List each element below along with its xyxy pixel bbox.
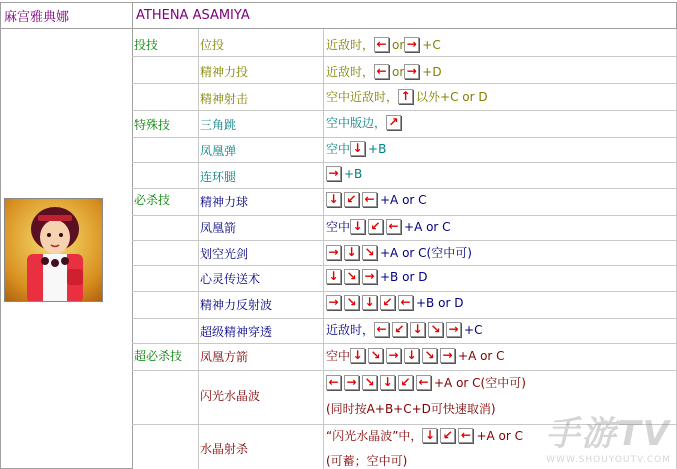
arrow-down-right-icon: ↘: [344, 269, 359, 284]
athena-portrait-image: [5, 199, 103, 302]
move-cmd-10: [326, 295, 463, 310]
arrow-down-right-icon: ↘: [362, 375, 377, 390]
move-cmd-11: [326, 321, 482, 338]
move-name-14: 水晶射杀: [200, 442, 249, 456]
move-cmd-6: [326, 192, 427, 207]
move-cmd-9: [326, 269, 427, 284]
character-name-cn-text: 麻宫雅典娜: [4, 10, 70, 25]
arrow-down-left-icon: ↙: [368, 219, 383, 234]
move-cmd-4: [326, 140, 386, 157]
cmd-prefix: “闪光水晶波”中，: [326, 429, 423, 443]
move-cmd-7: [326, 218, 451, 235]
character-name-en-text: ATHENA ASAMIYA: [136, 8, 250, 23]
arrow-right-icon: →: [386, 348, 401, 363]
arrow-down-right-icon: ↘: [344, 295, 359, 310]
move-cmd-13: [326, 374, 526, 391]
arrow-down-left-icon: ↙: [380, 295, 395, 310]
move-cmd-8: [326, 244, 472, 261]
cmd-button: +A or C(空中可): [434, 376, 526, 390]
cmd-button: +B or D: [380, 269, 428, 284]
move-cmd-3: [326, 114, 404, 131]
move-name-7: 凤凰箭: [200, 221, 237, 235]
arrow-down-left-icon: ↙: [440, 428, 455, 443]
arrow-up-right-icon: ↗: [386, 115, 401, 130]
arrow-down-icon: ↓: [404, 348, 419, 363]
arrow-left-icon: ←: [398, 295, 413, 310]
cmd-or: or: [392, 64, 405, 79]
arrow-right-icon: →: [440, 348, 455, 363]
arrow-right-icon: →: [326, 295, 341, 310]
cmd-prefix: 空中版边，: [326, 116, 387, 130]
arrow-down-icon: ↓: [326, 192, 341, 207]
arrow-left-icon: ←: [374, 37, 389, 52]
category-desperation: 必杀技: [134, 193, 171, 207]
move-cmd-2: [326, 88, 488, 105]
arrow-down-icon: ↓: [350, 141, 365, 156]
cmd-prefix: 空中: [326, 220, 351, 234]
cmd-button: +C: [464, 322, 483, 337]
arrow-down-icon: ↓: [380, 375, 395, 390]
move-name-10: 精神力反射波: [200, 298, 273, 312]
cmd-prefix: 近敌时，: [326, 38, 375, 52]
arrow-right-icon: →: [344, 375, 359, 390]
cmd-or: or: [392, 37, 405, 52]
arrow-down-right-icon: ↘: [428, 322, 443, 337]
category-special: 特殊技: [134, 118, 171, 132]
move-name-12: 凤凰方箭: [200, 350, 249, 364]
cmd-button: +D: [422, 64, 442, 79]
move-cmd-5: [326, 166, 362, 181]
arrow-left-icon: ←: [374, 64, 389, 79]
arrow-left-icon: ←: [326, 375, 341, 390]
move-name-1: 精神力投: [200, 65, 249, 79]
cmd-prefix: 空中: [326, 349, 351, 363]
cmd-prefix: 空中近敌时，: [326, 90, 399, 104]
arrow-down-icon: ↓: [326, 269, 341, 284]
move-cmd-0: [326, 36, 441, 53]
arrow-down-icon: ↓: [350, 348, 365, 363]
athena-portrait: [4, 198, 103, 302]
arrow-down-icon: ↓: [344, 245, 359, 260]
arrow-right-icon: →: [446, 322, 461, 337]
category-throws: 投技: [134, 38, 159, 52]
arrow-down-icon: ↓: [410, 322, 425, 337]
move-note-14: (可蓄；空中可): [326, 454, 408, 468]
arrow-down-icon: ↓: [422, 428, 437, 443]
cmd-button: +A or C: [458, 348, 505, 363]
arrow-left-icon: ←: [386, 219, 401, 234]
move-cmd-12: [326, 347, 505, 364]
arrow-right-icon: →: [326, 166, 341, 181]
cmd-button: +A or C(空中可): [380, 246, 472, 260]
cmd-button: +B: [368, 141, 387, 156]
arrow-down-left-icon: ↙: [398, 375, 413, 390]
move-cmd-1: [326, 63, 442, 80]
cmd-button: 以外+C or D: [416, 90, 488, 104]
arrow-left-icon: ←: [374, 322, 389, 337]
cmd-button: +A or C: [404, 219, 451, 234]
move-note-13: (同时按A+B+C+D可快速取消): [326, 402, 496, 416]
move-name-0: 位投: [200, 38, 225, 52]
arrow-down-right-icon: ↘: [362, 245, 377, 260]
move-name-9: 心灵传送术: [200, 272, 261, 286]
arrow-left-icon: ←: [458, 428, 473, 443]
cmd-button: +B or D: [416, 295, 464, 310]
arrow-down-icon: ↓: [350, 219, 365, 234]
cmd-button: +C: [422, 37, 441, 52]
arrow-down-left-icon: ↙: [344, 192, 359, 207]
arrow-down-left-icon: ↙: [392, 322, 407, 337]
move-name-2: 精神射击: [200, 92, 249, 106]
move-name-13: 闪光水晶波: [200, 389, 261, 403]
category-super: 超必杀技: [134, 349, 183, 363]
arrow-right-icon: →: [362, 269, 377, 284]
move-name-5: 连环腿: [200, 170, 237, 184]
move-name-6: 精神力球: [200, 195, 249, 209]
move-name-11: 超级精神穿透: [200, 325, 273, 339]
cmd-button: +A or C: [380, 192, 427, 207]
watermark-logo: 手游TV: [545, 414, 671, 454]
arrow-right-icon: →: [404, 64, 419, 79]
move-name-3: 三角跳: [200, 118, 237, 132]
cmd-button: +B: [344, 166, 363, 181]
character-name-cn: [0, 2, 133, 29]
cmd-prefix: 近敌时，: [326, 65, 375, 79]
watermark-url: WWW.SHOUYOUTV.COM: [546, 455, 671, 465]
arrow-left-icon: ←: [416, 375, 431, 390]
cmd-button: +A or C: [476, 428, 523, 443]
arrow-down-icon: ↓: [362, 295, 377, 310]
character-name-en: [132, 2, 677, 29]
move-name-4: 凤凰弹: [200, 144, 237, 158]
arrow-right-icon: →: [404, 37, 419, 52]
arrow-left-icon: ←: [362, 192, 377, 207]
move-name-8: 划空光剑: [200, 247, 249, 261]
arrow-right-icon: →: [326, 245, 341, 260]
cmd-prefix: 空中: [326, 142, 351, 156]
move-cmd-14: [326, 427, 523, 444]
watermark: [545, 406, 671, 465]
arrow-down-right-icon: ↘: [368, 348, 383, 363]
arrow-up-icon: ↑: [398, 89, 413, 104]
cmd-prefix: 近敌时，: [326, 323, 375, 337]
arrow-down-right-icon: ↘: [422, 348, 437, 363]
